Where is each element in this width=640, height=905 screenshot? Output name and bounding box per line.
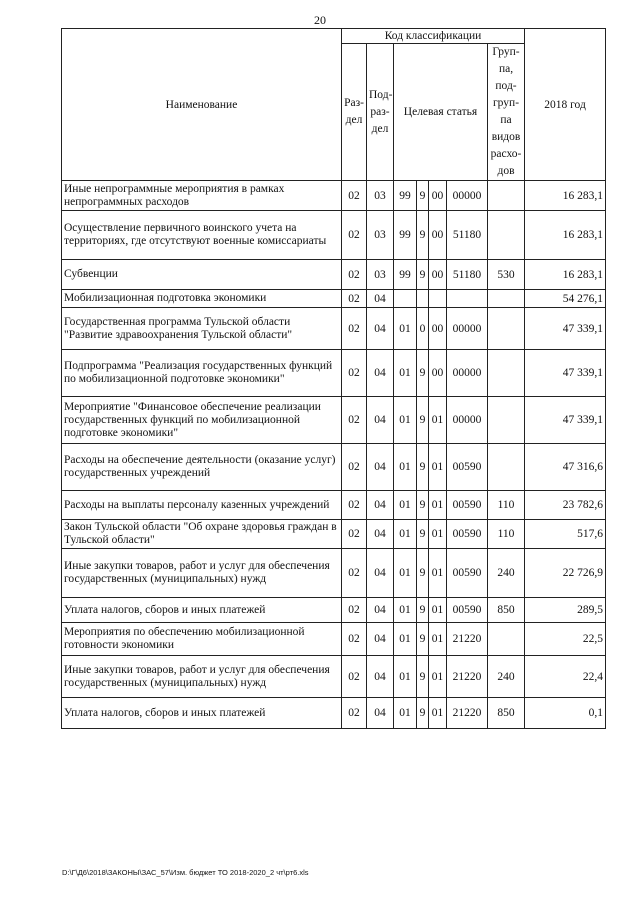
row-podrazdel: 04 [367,308,394,350]
row-expense-group: 240 [488,656,525,698]
row-name: Иные закупки товаров, работ и услуг для обеспечения государственных (муниципальных) нужд [62,549,342,598]
row-razdel: 02 [342,549,367,598]
row-razdel: 02 [342,444,367,491]
row-target-event: 01 [429,698,447,729]
table-row [62,308,606,350]
row-expense-group: 850 [488,698,525,729]
header-target: Целевая статья [394,44,488,181]
row-podrazdel: 04 [367,549,394,598]
row-amount: 22 726,9 [525,549,606,598]
row-expense-group [488,181,525,211]
row-target-direction: 00590 [447,491,488,520]
row-target-program: 01 [394,623,417,656]
row-target-event: 00 [429,211,447,260]
row-amount: 47 339,1 [525,397,606,444]
row-target-subprogram: 0 [417,308,429,350]
row-target-program: 01 [394,598,417,623]
row-target-subprogram: 9 [417,397,429,444]
row-razdel: 02 [342,181,367,211]
row-target-program: 01 [394,350,417,397]
row-podrazdel: 04 [367,290,394,308]
row-razdel: 02 [342,598,367,623]
table-row [62,698,606,729]
table-row [62,290,606,308]
row-amount: 22,5 [525,623,606,656]
table-row [62,211,606,260]
row-expense-group [488,350,525,397]
row-amount: 0,1 [525,698,606,729]
row-target-direction: 00000 [447,181,488,211]
row-target-direction: 00000 [447,397,488,444]
row-target-direction: 21220 [447,623,488,656]
row-target-program: 01 [394,444,417,491]
row-name: Государственная программа Тульской области "Развитие здравоохранения Тульской области" [62,308,342,350]
row-target-direction: 00590 [447,598,488,623]
row-podrazdel: 04 [367,491,394,520]
row-target-event: 00 [429,350,447,397]
row-name: Закон Тульской области "Об охране здоровья граждан в Тульской области" [62,520,342,549]
header-year: 2018 год [525,29,606,181]
row-target-direction: 00590 [447,444,488,491]
row-amount: 289,5 [525,598,606,623]
row-name: Мероприятие "Финансовое обеспечение реализации государственных функций по мобилизационной подготовке экономики" [62,397,342,444]
row-target-subprogram: 9 [417,444,429,491]
row-podrazdel: 04 [367,350,394,397]
row-razdel: 02 [342,491,367,520]
row-target-subprogram: 9 [417,656,429,698]
row-podrazdel: 04 [367,623,394,656]
row-target-subprogram: 9 [417,549,429,598]
row-target-program: 99 [394,260,417,290]
row-expense-group: 530 [488,260,525,290]
row-razdel: 02 [342,520,367,549]
row-target-event: 01 [429,397,447,444]
row-amount: 22,4 [525,656,606,698]
row-razdel: 02 [342,656,367,698]
row-razdel: 02 [342,698,367,729]
row-target-direction: 51180 [447,260,488,290]
row-target-subprogram: 9 [417,698,429,729]
row-podrazdel: 04 [367,698,394,729]
table-row [62,397,606,444]
table-row [62,260,606,290]
row-target-program: 01 [394,308,417,350]
row-target-direction: 00000 [447,350,488,397]
row-target-event: 00 [429,181,447,211]
table-row [62,549,606,598]
row-podrazdel: 04 [367,397,394,444]
row-razdel: 02 [342,397,367,444]
row-target-program: 01 [394,491,417,520]
row-target-event: 00 [429,308,447,350]
row-target-direction: 00590 [447,520,488,549]
row-razdel: 02 [342,211,367,260]
row-amount: 47 339,1 [525,308,606,350]
row-name: Осуществление первичного воинского учета на территориях, где отсутствуют военные комиссариаты [62,211,342,260]
row-target-direction: 00000 [447,308,488,350]
row-target-program: 01 [394,520,417,549]
row-expense-group: 110 [488,520,525,549]
row-razdel: 02 [342,290,367,308]
page-number: 20 [314,13,326,27]
row-amount: 517,6 [525,520,606,549]
row-expense-group [488,397,525,444]
row-expense-group [488,623,525,656]
table-row [62,520,606,549]
row-target-event [429,290,447,308]
table-row [62,491,606,520]
header-group: Груп- па, под- груп- па видов расхо- дов [488,44,525,181]
row-target-direction: 21220 [447,656,488,698]
row-expense-group: 240 [488,549,525,598]
row-target-subprogram: 9 [417,260,429,290]
row-expense-group: 110 [488,491,525,520]
row-target-event: 01 [429,623,447,656]
row-amount: 16 283,1 [525,211,606,260]
row-target-direction: 00590 [447,549,488,598]
row-target-program: 99 [394,211,417,260]
row-podrazdel: 04 [367,656,394,698]
row-target-subprogram: 9 [417,598,429,623]
row-name: Уплата налогов, сборов и иных платежей [62,698,342,729]
row-target-event: 01 [429,444,447,491]
row-razdel: 02 [342,260,367,290]
row-name: Субвенции [62,260,342,290]
row-name: Иные непрограммные мероприятия в рамках непрограммных расходов [62,181,342,211]
row-name: Расходы на обеспечение деятельности (оказание услуг) государственных учреждений [62,444,342,491]
row-podrazdel: 04 [367,444,394,491]
row-amount: 47 339,1 [525,350,606,397]
row-expense-group [488,211,525,260]
row-amount: 47 316,6 [525,444,606,491]
header-code-group: Код классификации [342,29,525,44]
row-target-program: 01 [394,549,417,598]
row-amount: 16 283,1 [525,181,606,211]
row-target-event: 01 [429,549,447,598]
header-name: Наименование [62,29,342,181]
row-target-event: 01 [429,491,447,520]
row-name: Уплата налогов, сборов и иных платежей [62,598,342,623]
row-target-subprogram: 9 [417,211,429,260]
row-target-subprogram: 9 [417,491,429,520]
row-amount: 16 283,1 [525,260,606,290]
row-target-program: 01 [394,656,417,698]
row-target-subprogram: 9 [417,350,429,397]
row-target-event: 00 [429,260,447,290]
row-podrazdel: 04 [367,520,394,549]
row-expense-group [488,308,525,350]
table-row [62,181,606,211]
table-row [62,656,606,698]
row-target-event: 01 [429,598,447,623]
table-row [62,444,606,491]
row-expense-group: 850 [488,598,525,623]
table-row [62,623,606,656]
row-target-subprogram [417,290,429,308]
row-target-program: 01 [394,397,417,444]
row-expense-group [488,444,525,491]
row-target-program: 99 [394,181,417,211]
row-podrazdel: 03 [367,211,394,260]
row-name: Расходы на выплаты персоналу казенных учреждений [62,491,342,520]
row-name: Мобилизационная подготовка экономики [62,290,342,308]
row-name: Подпрограмма "Реализация государственных функций по мобилизационной подготовке экономики" [62,350,342,397]
row-target-program [394,290,417,308]
row-target-direction: 51180 [447,211,488,260]
row-target-subprogram: 9 [417,181,429,211]
budget-table [61,28,606,729]
header-row-top [62,29,606,44]
row-target-event: 01 [429,520,447,549]
header-razdel: Раз- дел [342,44,367,181]
row-target-subprogram: 9 [417,520,429,549]
row-target-direction: 21220 [447,698,488,729]
header-podrazdel: Под- раз- дел [367,44,394,181]
file-path-footer: D:\Г\Д6\2018\ЗАКОНЫ\ЗАС_57\Изм. бюджет ТО 2018-2020_2 чт\рт6.xls [62,868,309,877]
row-name: Иные закупки товаров, работ и услуг для обеспечения государственных (муниципальных) нужд [62,656,342,698]
table-row [62,350,606,397]
row-target-subprogram: 9 [417,623,429,656]
row-expense-group [488,290,525,308]
row-target-event: 01 [429,656,447,698]
row-target-direction [447,290,488,308]
row-amount: 23 782,6 [525,491,606,520]
table-row [62,598,606,623]
row-podrazdel: 04 [367,598,394,623]
row-target-program: 01 [394,698,417,729]
row-amount: 54 276,1 [525,290,606,308]
row-razdel: 02 [342,308,367,350]
row-name: Мероприятия по обеспечению мобилизационной готовности экономики [62,623,342,656]
row-razdel: 02 [342,350,367,397]
row-podrazdel: 03 [367,260,394,290]
row-podrazdel: 03 [367,181,394,211]
row-razdel: 02 [342,623,367,656]
